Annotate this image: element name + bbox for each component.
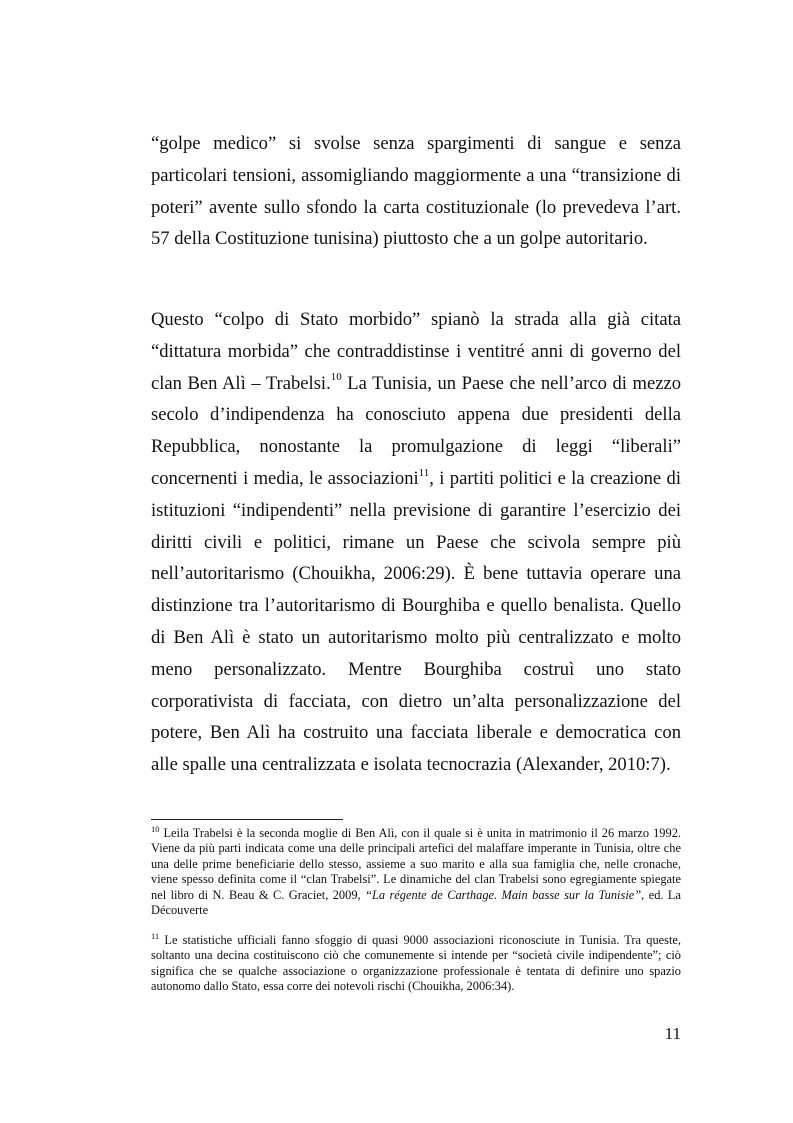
footnote-10: [151, 823, 681, 918]
footnote-separator: [151, 819, 343, 820]
body-paragraph-2-text-b: La Tunisia, un Paese che nell’arco di mezzo secolo d’indipendenza ha conosciuto appena due presidenti della Repubblica, nonostante la promulgazione di leggi “liberali” concernenti i media, le associazioni: [151, 372, 681, 489]
body-paragraph-1-text: “golpe medico” si svolse senza spargimenti di sangue e senza particolari tensioni, assomigliando maggiormente a una “transizione di poteri” avente sullo sfondo la carta costituzionale (lo prevedeva l’art. 57 della Costituzione tunisina) piuttosto che a un golpe autoritario.: [151, 133, 681, 250]
footnote-10-book-title: “La régente de Carthage. Main basse sur la Tunisie”: [365, 887, 642, 902]
footnote-10-text-a: Leila Trabelsi è la seconda moglie di Ben Alì, con il quale si è unita in matrimonio il 26 marzo 1992. Viene da più parti indicata come una delle principali artefici del malaffare imperante in Tunisia, oltre che una delle prime beneficiarie dello stesso, assieme a suo marito e alla sua famiglia che, nelle cronache, viene spesso definita come il “clan Trabelsi”. Le dinamiche del clan Trabelsi sono egregiamente spiegate nel libro di N. Beau & C. Graciet, 2009,: [151, 826, 681, 902]
page-number: 11: [664, 1024, 681, 1043]
footnote-reference-10[interactable]: 10: [330, 371, 342, 384]
body-paragraph-2-text-c: , i partiti politici e la creazione di istituzioni “indipendenti” nella previsione di garantire l’esercizio dei diritti civili e politici, rimane un Paese che scivola sempre più nell’autoritarismo (Chouikha, 2006:29). È bene tuttavia operare una distinzione tra l’autoritarismo di Bourghiba e quello benalista. Quello di Ben Alì è stato un autoritarismo molto più centralizzato e molto meno personalizzato. Mentre Bourghiba costruì uno stato corporativista di facciata, con dietro un’alta personalizzazione del potere, Ben Alì ha costruito una facciata liberale e democratica con alle spalle una centralizzata e isolata tecnocrazia (Alexander, 2010:7).: [151, 467, 681, 776]
footnote-10-text-b: , ed. La Découverte: [151, 887, 681, 918]
body-paragraph-2-text-a: Questo “colpo di Stato morbido” spianò la strada alla già citata “dittatura morbida” che contraddistinse i ventitré anni di governo del clan Ben Alì – Trabelsi.: [151, 309, 681, 394]
body-paragraph-1: [151, 128, 681, 255]
footnote-reference-11[interactable]: 11: [418, 466, 430, 479]
footnote-11-text: Le statistiche ufficiali fanno sfoggio di quasi 9000 associazioni riconosciute in Tunisia. Tra queste, soltanto una decina costituiscono ciò che comunemente si intende per “società civile indipendente”; ciò significa che se qualche associazione o organizzazione professionale è tentata di definire uno spazio autonomo dallo Stato, essa corre dei notevoli rischi (Chouikha, 2006:34).: [151, 933, 681, 994]
footnote-11-number: 11: [151, 930, 160, 941]
body-paragraph-2: [151, 304, 681, 781]
footnote-10-number: 10: [151, 823, 160, 834]
footnote-11: [151, 930, 681, 995]
